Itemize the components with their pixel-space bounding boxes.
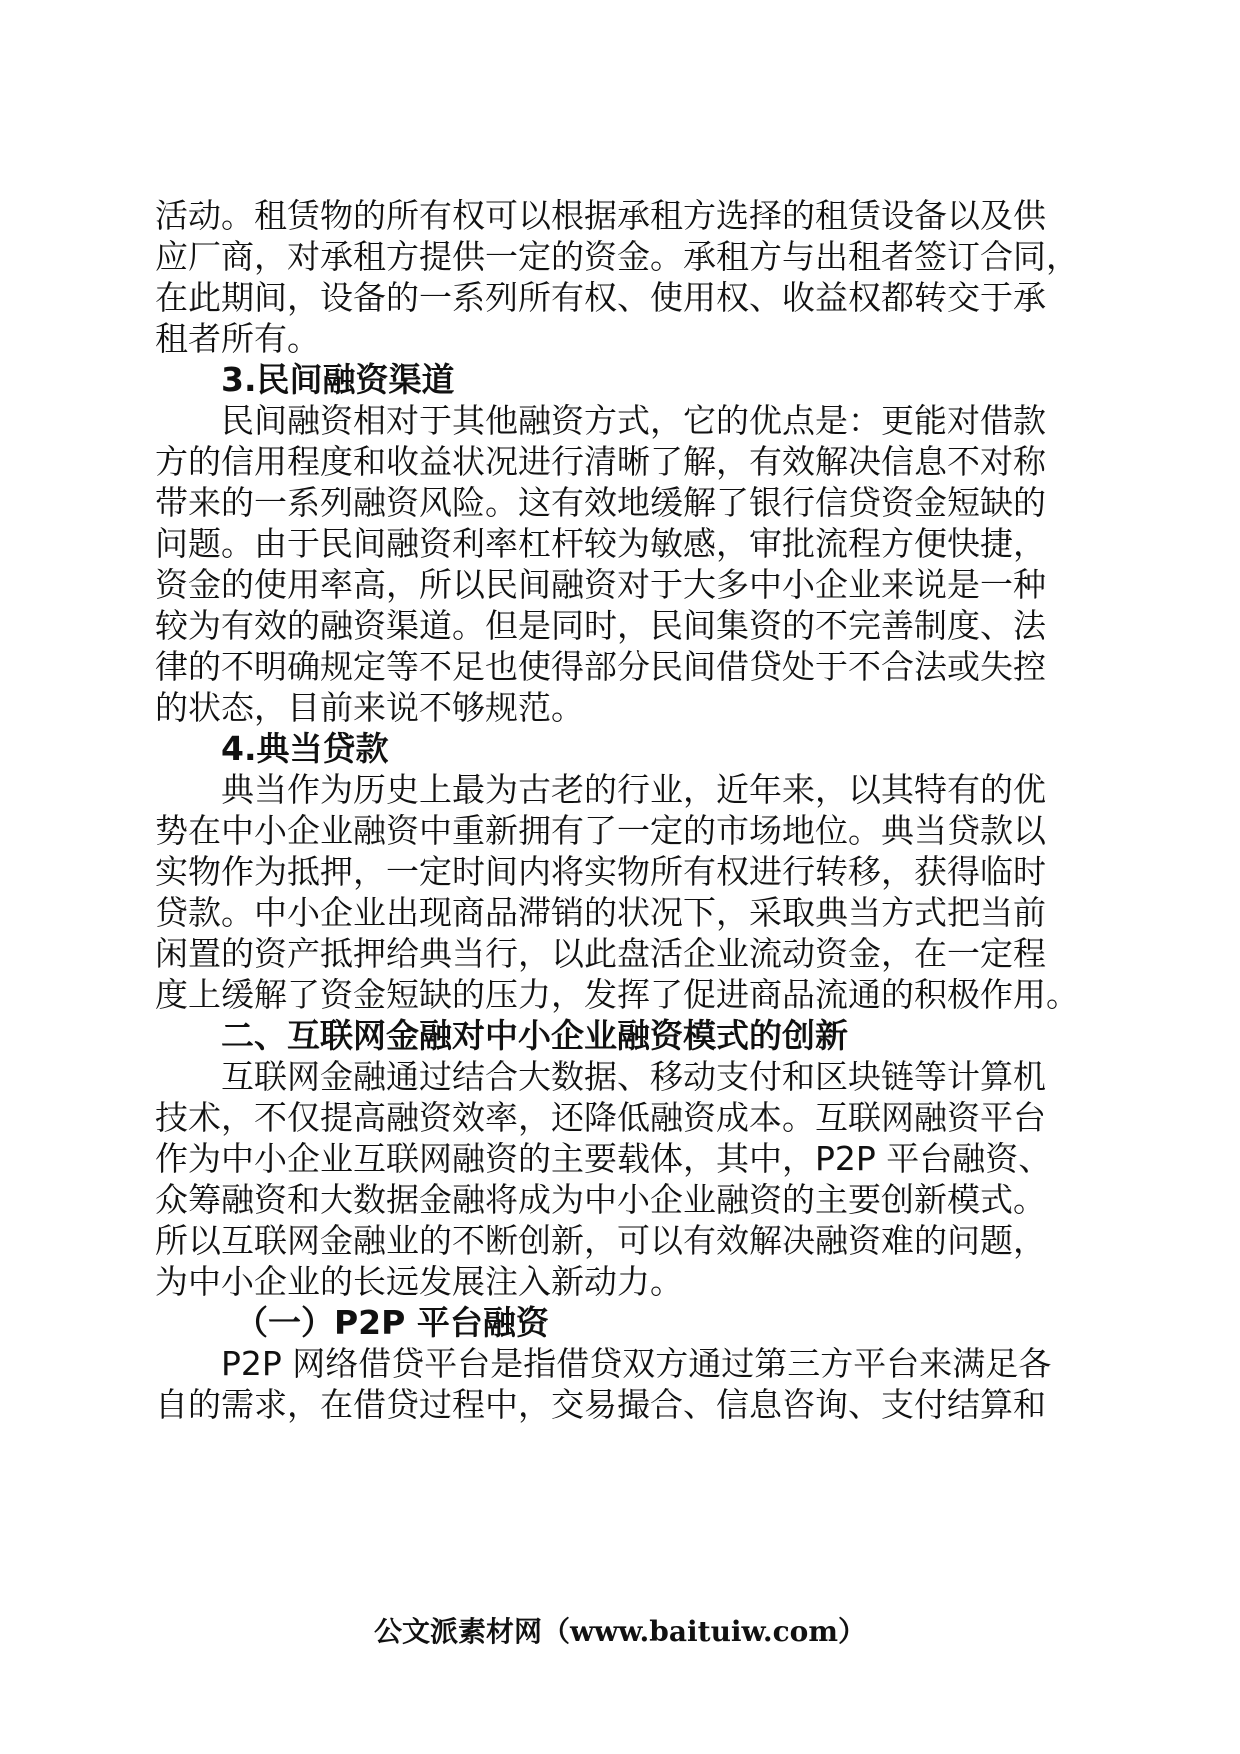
section-heading: 4.典当贷款 [221,729,389,768]
text-line: 在此期间，设备的一系列所有权、使用权、收益权都转交于承 [155,278,1046,317]
text-line: 闲置的资产抵押给典当行，以此盘活企业流动资金，在一定程 [155,934,1046,973]
text-line: 贷款。中小企业出现商品滞销的状况下，采取典当方式把当前 [155,893,1046,932]
text-line: 所以互联网金融业的不断创新，可以有效解决融资难的问题， [155,1221,1046,1260]
section-heading: 二、互联网金融对中小企业融资模式的创新 [221,1016,848,1055]
paragraph [155,769,1083,1015]
text-line: 方的信用程度和收益状况进行清晰了解，有效解决信息不对称 [155,442,1046,481]
paragraph [155,1056,1083,1302]
text-line: 较为有效的融资渠道。但是同时，民间集资的不完善制度、法 [155,606,1046,645]
text-line: 活动。租赁物的所有权可以根据承租方选择的租赁设备以及供 [155,196,1046,235]
text-line: 问题。由于民间融资利率杠杆较为敏感，审批流程方便快捷， [155,524,1046,563]
text-line: 势在中小企业融资中重新拥有了一定的市场地位。典当贷款以 [155,811,1046,850]
document-body [155,195,1083,1425]
text-line: 技术，不仅提高融资效率，还降低融资成本。互联网融资平台 [155,1098,1046,1137]
text-line: 自的需求，在借贷过程中，交易撮合、信息咨询、支付结算和 [155,1385,1046,1424]
text-line: 互联网金融通过结合大数据、移动支付和区块链等计算机 [221,1057,1046,1096]
text-line: 为中小企业的长远发展注入新动力。 [155,1262,683,1301]
paragraph [155,400,1083,728]
text-line: 资金的使用率高，所以民间融资对于大多中小企业来说是一种 [155,565,1046,604]
paragraph [155,195,1083,359]
text-line: 的状态，目前来说不够规范。 [155,688,584,727]
subsection-heading: （一）P2P 平台融资 [235,1303,549,1342]
text-line: 度上缓解了资金短缺的压力，发挥了促进商品流通的积极作用。 [155,975,1079,1014]
text-line: 众筹融资和大数据金融将成为中小企业融资的主要创新模式。 [155,1180,1046,1219]
text-line: 作为中小企业互联网融资的主要载体，其中，P2P 平台融资、 [155,1139,1052,1178]
paragraph [155,1343,1083,1425]
text-line: 实物作为抵押，一定时间内将实物所有权进行转移，获得临时 [155,852,1046,891]
text-line: 典当作为历史上最为古老的行业，近年来，以其特有的优 [221,770,1046,809]
page-footer-watermark: 公文派素材网（www.baituiw.com） [374,1615,866,1648]
text-line: P2P 网络借贷平台是指借贷双方通过第三方平台来满足各 [221,1344,1052,1383]
text-line: 带来的一系列融资风险。这有效地缓解了银行信贷资金短缺的 [155,483,1046,522]
section-heading: 3.民间融资渠道 [221,360,455,399]
text-line: 律的不明确规定等不足也使得部分民间借贷处于不合法或失控 [155,647,1046,686]
text-line: 租者所有。 [155,319,320,358]
text-line: 民间融资相对于其他融资方式，它的优点是：更能对借款 [221,401,1046,440]
text-line: 应厂商，对承租方提供一定的资金。承租方与出租者签订合同， [155,237,1079,276]
